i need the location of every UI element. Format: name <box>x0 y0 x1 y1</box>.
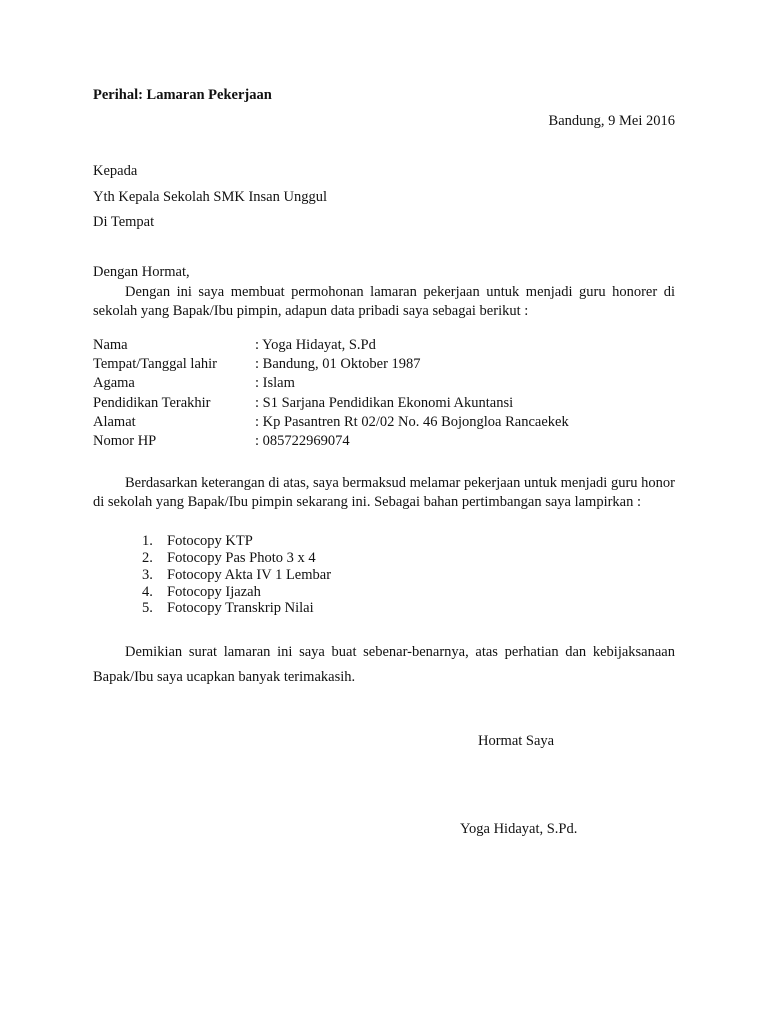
attachment-item <box>142 567 331 584</box>
data-value: : Islam <box>255 375 295 391</box>
attachment-text: Fotocopy Ijazah <box>167 584 261 600</box>
data-value: : Bandung, 01 Oktober 1987 <box>255 356 421 372</box>
attachment-text: Fotocopy Transkrip Nilai <box>167 600 314 616</box>
data-label: Pendidikan Terakhir <box>93 395 211 411</box>
data-value: : Kp Pasantren Rt 02/02 No. 46 Bojongloa Rancaekek <box>255 414 569 430</box>
recipient-line-1: Kepada <box>93 163 138 179</box>
data-label: Nomor HP <box>93 433 157 449</box>
closing-salutation: Hormat Saya <box>478 733 555 749</box>
attachment-item <box>142 533 253 550</box>
data-label: Agama <box>93 375 135 391</box>
personal-data-row <box>93 433 675 452</box>
data-value: : Yoga Hidayat, S.Pd <box>255 337 376 353</box>
signature-name: Yoga Hidayat, S.Pd. <box>460 821 578 837</box>
personal-data-row <box>93 337 675 356</box>
attachment-text: Fotocopy Pas Photo 3 x 4 <box>167 550 316 566</box>
intro-paragraph: Dengan ini saya membuat permohonan lamaran pekerjaan untuk menjadi guru honorer di sekolah yang Bapak/Ibu pimpin, adapun data pribadi saya sebagai berikut : <box>93 284 675 319</box>
attachment-number: 4. <box>142 584 153 600</box>
attachment-text: Fotocopy KTP <box>167 533 253 549</box>
personal-data-row <box>93 414 675 433</box>
data-label: Tempat/Tanggal lahir <box>93 356 217 372</box>
personal-data-row <box>93 375 675 394</box>
closing-paragraph: Demikian surat lamaran ini saya buat sebenar-benarnya, atas perhatian dan kebijaksanaan Bapak/Ibu saya ucapkan banyak terimakasih. <box>93 644 675 685</box>
attachment-item <box>142 550 316 567</box>
recipient-line-3: Di Tempat <box>93 214 155 230</box>
attachment-item <box>142 584 261 601</box>
letter-subject: Perihal: Lamaran Pekerjaan <box>93 87 272 103</box>
data-label: Alamat <box>93 414 136 430</box>
attachment-text: Fotocopy Akta IV 1 Lembar <box>167 567 332 583</box>
letter-place-date: Bandung, 9 Mei 2016 <box>548 113 675 129</box>
data-label: Nama <box>93 337 128 353</box>
attachment-number: 1. <box>142 533 153 549</box>
attachment-number: 5. <box>142 600 153 616</box>
attachment-number: 3. <box>142 567 153 583</box>
personal-data-row <box>93 395 675 414</box>
greeting: Dengan Hormat, <box>93 264 190 280</box>
body-paragraph: Berdasarkan keterangan di atas, saya bermaksud melamar pekerjaan untuk menjadi guru honor di sekolah yang Bapak/Ibu pimpin sekarang ini. Sebagai bahan pertimbangan saya lampirkan : <box>93 475 675 510</box>
attachment-number: 2. <box>142 550 153 566</box>
recipient-line-2: Yth Kepala Sekolah SMK Insan Unggul <box>93 189 327 205</box>
attachment-item <box>142 600 314 617</box>
personal-data-row <box>93 356 675 375</box>
data-value: : S1 Sarjana Pendidikan Ekonomi Akuntansi <box>255 395 514 411</box>
data-value: : 085722969074 <box>255 433 350 449</box>
